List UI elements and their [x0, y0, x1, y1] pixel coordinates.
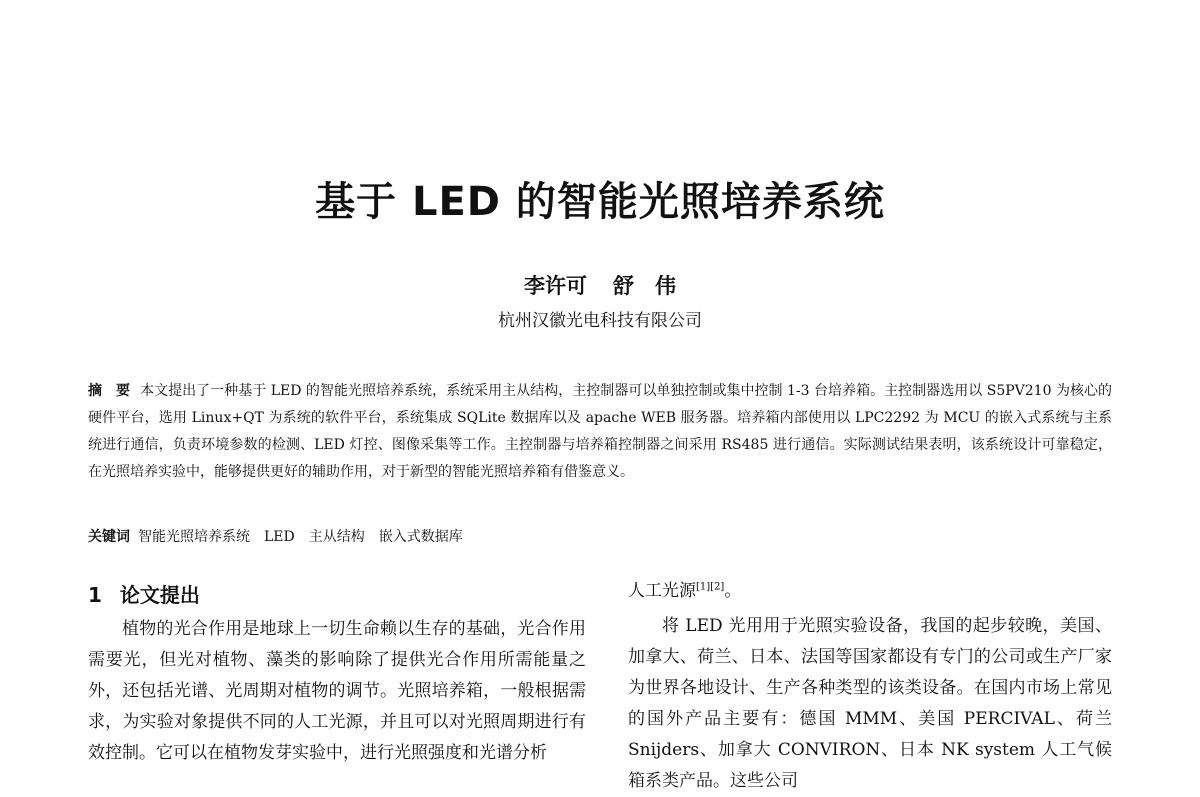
author-name: 李许可 [524, 274, 587, 298]
right-column [628, 576, 1112, 797]
section-title: 论文提出 [119, 583, 200, 607]
author-list [0, 270, 1200, 300]
paper-title: 基于 LED 的智能光照培养系统 [315, 179, 885, 225]
left-column [88, 578, 586, 769]
keywords-text: 智能光照培养系统 LED 主从结构 嵌入式数据库 [138, 529, 463, 545]
author-name: 舒 伟 [613, 274, 676, 298]
section-heading [88, 578, 586, 612]
body-paragraph: 将 LED 光用用于光照实验设备，我国的起步较晚，美国、加拿大、荷兰、日本、法国等国家都设有专门的公司或生产厂家为世界各地设计、生产各种类型的该类设备。在国内市场上常见的国外产品主要有：德国 MMM、美国 PERCIVAL、荷兰 Snijders、加拿大 CONVIRON、日本 NK system 人工气候箱系类产品。这些公司 [628, 616, 1112, 791]
keywords-label: 关键词 [88, 529, 130, 545]
abstract-label: 摘 要 [88, 383, 131, 399]
abstract-text: 本文提出了一种基于 LED 的智能光照培养系统，系统采用主从结构，主控制器可以单独控制或集中控制 1-3 台培养箱。主控制器选用以 S5PV210 为核心的硬件平台，选用 Linux+QT 为系统的软件平台，系统集成 SQLite 数据库以及 apache WEB 服务器。培养箱内部使用以 LPC2292 为 MCU 的嵌入式系统与主系统进行通信，负责环境参数的检测、LED 灯控、图像采集等工作。主控制器与培养箱控制器之间采用 RS485 进行通信。实际测试结果表明，该系统设计可靠稳定，在光照培养实验中，能够提供更好的辅助作用，对于新型的智能光照培养箱有借鉴意义。 [88, 383, 1113, 480]
section-number: 1 [88, 583, 102, 607]
author-affiliation: 杭州汉徽光电科技有限公司 [498, 311, 702, 331]
abstract [88, 378, 1112, 486]
body-paragraph: 植物的光合作用是地球上一切生命赖以生存的基础，光合作用需要光，但光对植物、藻类的影响除了提供光合作用所需能量之外，还包括光谱、光周期对植物的调节。光照培养箱，一般根据需求，为实验对象提供不同的人工光源，并且可以对光照周期进行有效控制。它可以在植物发芽实验中，进行光照强度和光谱分析 [88, 619, 586, 763]
continued-paragraph [628, 576, 1112, 607]
keywords [88, 526, 1112, 546]
continued-text-end: 。 [724, 581, 742, 601]
citation-reference: [1][2] [696, 581, 725, 593]
continued-text: 人工光源 [628, 581, 696, 601]
